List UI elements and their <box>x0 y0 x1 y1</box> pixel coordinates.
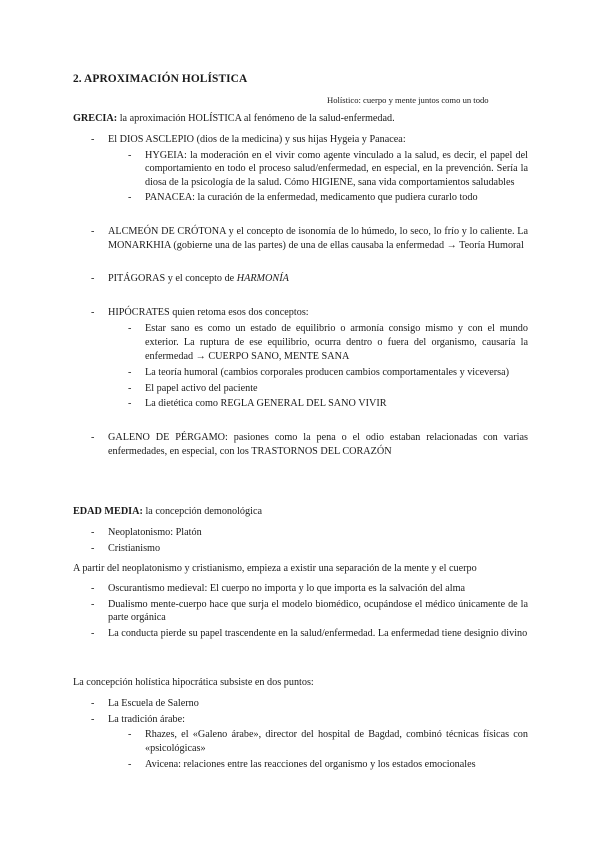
list-item-conducta: - La conducta pierde su papel trascendente en la salud/enfermedad. La enfermedad tiene designio divino <box>91 627 528 639</box>
edad-media-heading <box>73 505 528 519</box>
edad-media-list-2 <box>0 582 600 640</box>
list-item-rhazes: - Rhazes, el «Galeno árabe», director del hospital de Bagdad, combinó técnicas físicas con «psicológicas» <box>128 729 528 754</box>
edad-media-text: la concepción demonológica <box>142 506 262 517</box>
edad-media-paragraph: A partir del neoplatonismo y cristianismo, empieza a existir una separación de la mente y el cuerpo <box>73 563 477 574</box>
list-item-oscurantismo: - Oscurantismo medieval: El cuerpo no importa y lo que importa es la salvación del alma <box>91 583 466 594</box>
concepcion-list <box>0 697 600 772</box>
list-item-neoplatonismo: - Neoplatonismo: Platón <box>91 527 202 538</box>
list-item-avicena: - Avicena: relaciones entre las reacciones del organismo y los estados emocionales <box>128 759 476 771</box>
section-title: 2. APROXIMACIÓN HOLÍSTICA <box>73 73 248 85</box>
edad-media-list <box>0 526 600 555</box>
list-item-asclepio: - El DIOS ASCLEPIO (dios de la medicina) y sus hijas Hygeia y Panacea: <box>91 134 406 145</box>
list-item-salerno: - La Escuela de Salerno <box>91 698 199 709</box>
list-item-panacea: - PANACEA: la curación de la enfermedad, medicamento que pudiera curarlo todo <box>128 192 478 204</box>
grecia-label: GRECIA: <box>73 113 118 124</box>
list-item-alcmeon: - ALCMEÓN DE CRÓTONA y el concepto de isonomía de lo húmedo, lo seco, lo frío y lo caliente. La MONARKHIA (gobierne una de las partes) de una de ellas causaba la enfermedad → Teoría Humoral <box>91 225 528 251</box>
list-item-hipocrates: - HIPÓCRATES quien retoma esos dos conceptos: <box>91 306 309 318</box>
margin-note: Holístico: cuerpo y mente juntos como un todo <box>327 95 489 105</box>
grecia-text: la aproximación HOLÍSTICA al fenómeno de la salud-enfermedad. <box>117 113 395 124</box>
edad-media-label: EDAD MEDIA: <box>73 506 143 517</box>
grecia-list <box>0 133 600 458</box>
hipocrates-item-4: - La dietética como REGLA GENERAL DEL SANO VIVIR <box>128 398 387 410</box>
hipocrates-item-3: - El papel activo del paciente <box>128 382 258 394</box>
list-item-dualismo: - Dualismo mente-cuerpo hace que surja el modelo biomédico, ocupándose el médico únicamente de la parte orgánica <box>91 598 528 624</box>
list-item-galeno: - GALENO DE PÉRGAMO: pasiones como la pena o el odio estaban relacionadas con varias enfermedades, en especial, con los TRASTORNOS DEL CORAZÓN <box>91 431 528 457</box>
hipocrates-item-2: - La teoría humoral (cambios corporales producen cambios comportamentales y viceversa) <box>128 367 510 379</box>
list-item-hygeia: - HYGEIA: la moderación en el vivir como agente vinculado a la salud, es decir, el papel del comportamiento en todo el proceso salud/enfermedad, en especial, en la prevención. Sería la diosa de la psicología de la salud. Cómo HIGIENE, sana vida comportamientos saludables <box>128 149 528 188</box>
list-item-cristianismo: - Cristianismo <box>91 542 161 554</box>
concepcion-paragraph: La concepción holística hipocrática subsiste en dos puntos: <box>73 677 314 688</box>
grecia-heading <box>73 112 528 126</box>
list-item-tradicion-arabe: - La tradición árabe: <box>91 713 185 725</box>
list-item-pitagoras: - PITÁGORAS y el concepto de HARMONÍA <box>91 273 289 285</box>
hipocrates-item-1: - Estar sano es como un estado de equilibrio o armonía consigo mismo y con el mundo exterior. La ruptura de ese equilibrio, ocurra dentro o fuera del organismo, causaría la enfermedad → CUERPO SANO, MENTE SANA <box>128 323 528 362</box>
